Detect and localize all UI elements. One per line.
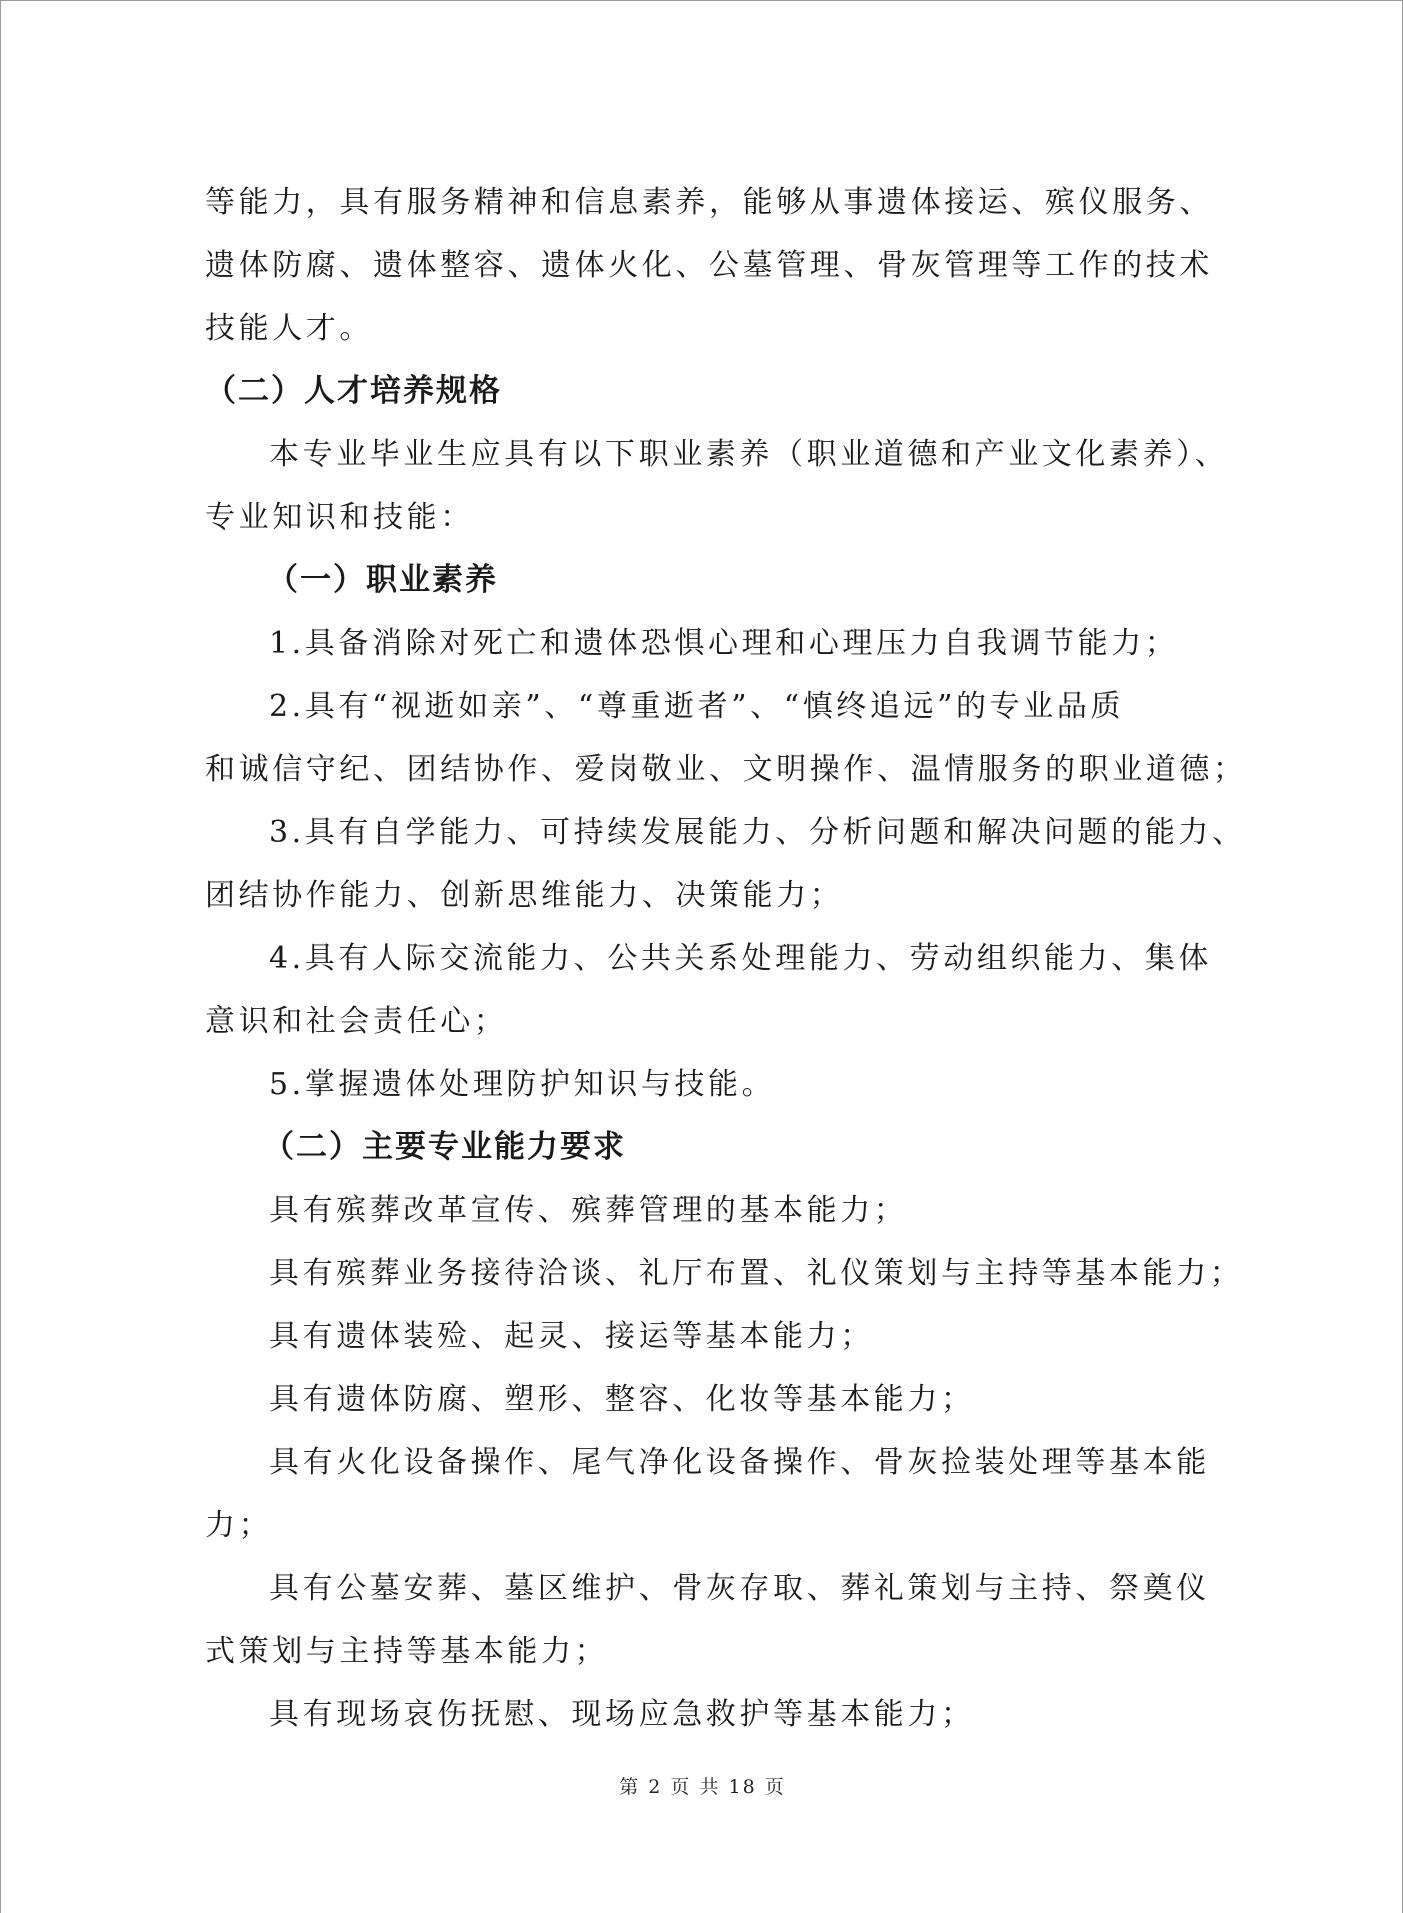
paragraph-line: 本专业毕业生应具有以下职业素养（职业道德和产业文化素养）、 bbox=[269, 437, 1229, 472]
ability-item-continuation: 式策划与主持等基本能力； bbox=[205, 1634, 609, 1669]
paragraph-line: 等能力，具有服务精神和信息素养，能够从事遗体接运、殡仪服务、 bbox=[205, 185, 1213, 220]
ability-item-continuation: 力； bbox=[205, 1508, 273, 1543]
ability-item: 具有现场哀伤抚慰、现场应急救护等基本能力； bbox=[269, 1697, 975, 1732]
paragraph-line: 技能人才。 bbox=[205, 311, 373, 346]
paragraph-line: 遗体防腐、遗体整容、遗体火化、公墓管理、骨灰管理等工作的技术 bbox=[205, 248, 1213, 283]
ability-item: 具有殡葬改革宣传、殡葬管理的基本能力； bbox=[269, 1193, 908, 1228]
list-item: 3.具有自学能力、可持续发展能力、分析问题和解决问题的能力、 bbox=[269, 815, 1246, 850]
list-item: 5.掌握遗体处理防护知识与技能。 bbox=[269, 1067, 776, 1102]
ability-item: 具有公墓安葬、墓区维护、骨灰存取、葬礼策划与主持、祭奠仪 bbox=[269, 1571, 1210, 1606]
paragraph-line: 专业知识和技能： bbox=[205, 500, 474, 535]
list-item-continuation: 意识和社会责任心； bbox=[205, 1004, 508, 1039]
list-item-continuation: 团结协作能力、创新思维能力、决策能力； bbox=[205, 878, 844, 913]
list-item: 4.具有人际交流能力、公共关系处理能力、劳动组织能力、集体 bbox=[269, 941, 1213, 976]
ability-item: 具有遗体装殓、起灵、接运等基本能力； bbox=[269, 1319, 874, 1354]
ability-item: 具有遗体防腐、塑形、整容、化妆等基本能力； bbox=[269, 1382, 975, 1417]
ability-item: 具有殡葬业务接待洽谈、礼厅布置、礼仪策划与主持等基本能力； bbox=[269, 1256, 1244, 1291]
list-item: 1.具备消除对死亡和遗体恐惧心理和心理压力自我调节能力； bbox=[269, 626, 1179, 661]
section-heading: （二）人才培养规格 bbox=[205, 373, 502, 409]
subsection-heading: （一）职业素养 bbox=[267, 562, 498, 598]
page-number-footer: 第 2 页 共 18 页 bbox=[619, 1776, 786, 1798]
ability-item: 具有火化设备操作、尾气净化设备操作、骨灰捡装处理等基本能 bbox=[269, 1445, 1210, 1480]
document-body bbox=[205, 171, 1247, 1746]
list-item-continuation: 和诚信守纪、团结协作、爱岗敬业、文明操作、温情服务的职业道德； bbox=[205, 752, 1247, 787]
subsection-heading: （二）主要专业能力要求 bbox=[263, 1129, 626, 1165]
list-item: 2.具有“视逝如亲”、“尊重逝者”、“慎终追远”的专业品质 bbox=[269, 689, 1125, 724]
